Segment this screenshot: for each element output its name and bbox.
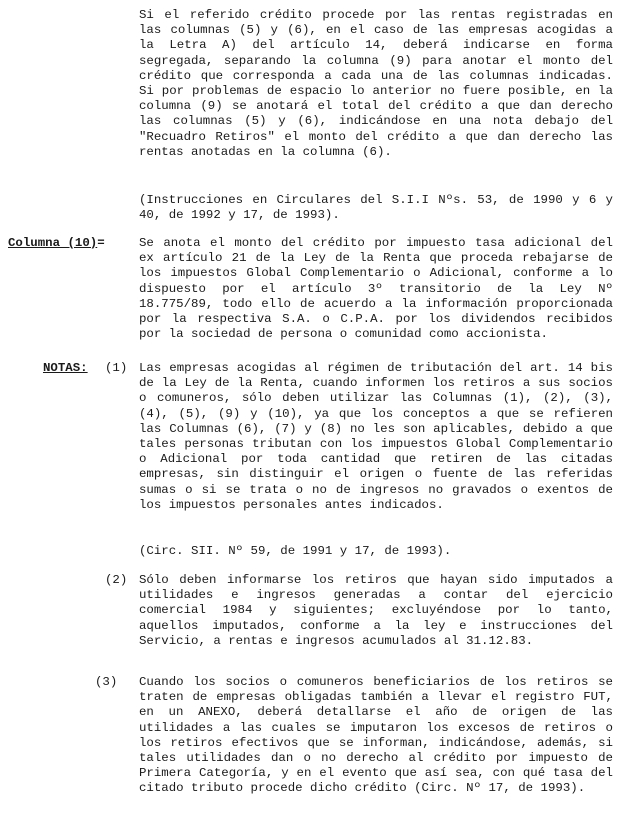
nota-2-paragraph: Sólo deben informarse los retiros que hayan sido imputados a utilidades e ingresos generadas a contar del ejercicio comercial 1984 y siguientes; excluyéndose por lo tanto, aquellos imputados, conforme a la ley e instrucciones del Servicio, a rentas e ingresos acumulados al 31.12.83.: [139, 573, 613, 648]
notas-heading: NOTAS:: [43, 361, 88, 375]
nota-3-paragraph: Cuando los socios o comuneros beneficiarios de los retiros se traten de empresas obligadas también a llevar el registro FUT, en un ANEXO, deberá detallarse el año de origen de las utilidades a las cuales se imputaron los excesos de retiros o los retiros efectivos que se informan, indicándose, además, si tales utilidades dan o no derecho al crédito por impuesto de Primera Categoría, y en el evento que así sea, con qué tasa del citado tributo procede dicho crédito (Circ. Nº 17, de 1993).: [139, 675, 613, 796]
columna-10-label: Columna (10): [8, 236, 98, 250]
nota-1-circular-reference: (Circ. SII. Nº 59, de 1991 y 17, de 1993).: [139, 544, 452, 558]
nota-3-marker: (3): [95, 675, 118, 689]
columna-10-heading: [8, 236, 105, 251]
nota-1-marker: (1): [105, 361, 128, 375]
continuation-circular-reference: (Instrucciones en Circulares del S.I.I Nºs. 53, de 1990 y 6 y 40, de 1992 y 17, de 1993).: [139, 193, 613, 223]
columna-10-separator: =: [97, 236, 105, 250]
nota-2-marker: (2): [105, 573, 128, 587]
columna-10-paragraph: Se anota el monto del crédito por impuesto tasa adicional del ex artículo 21 de la Ley de la Renta que proceda rebajarse de los impuestos Global Complementario o Adicional, conforme a lo dispuesto por el artículo 3º transitorio de la Ley Nº 18.775/89, todo ello de acuerdo a la información proporcionada por la respectiva S.A. o C.P.A. por los dividendos recibidos por la sociedad de persona o comunidad como accionista.: [139, 236, 613, 342]
nota-1-paragraph: Las empresas acogidas al régimen de tributación del art. 14 bis de la Ley de la Renta, cuando informen los retiros a sus socios o comuneros, sólo deben utilizar las Columnas (1), (2), (3), (4), (5), (9) y (10), ya que los conceptos a que se refieren las Columnas (6), (7) y (8) no les son aplicables, debido a que tales personas tributan con los impuestos Global Complementario o Adicional por toda cantidad que retiren de las citadas empresas, sin distinguir el origen o fuente de las referidas sumas o si se trata o no de ingresos no gravados o exentos de los impuestos personales antes indicados.: [139, 361, 613, 512]
credit-continuation-paragraph: Si el referido crédito procede por las rentas registradas en las columnas (5) y (6), en el caso de las empresas acogidas a la Letra A) del artículo 14, deberá indicarse en forma segregada, separando la columna (9) para anotar el monto del crédito que corresponda a cada una de las columnas indicadas. Si por problemas de espacio lo anterior no fuere posible, en la columna (9) se anotará el total del crédito a que dan derecho las columnas (5) y (6), indicándose en una nota debajo del "Recuadro Retiros" el monto del crédito a que dan derecho las rentas anotadas en la columna (6).: [139, 8, 613, 159]
